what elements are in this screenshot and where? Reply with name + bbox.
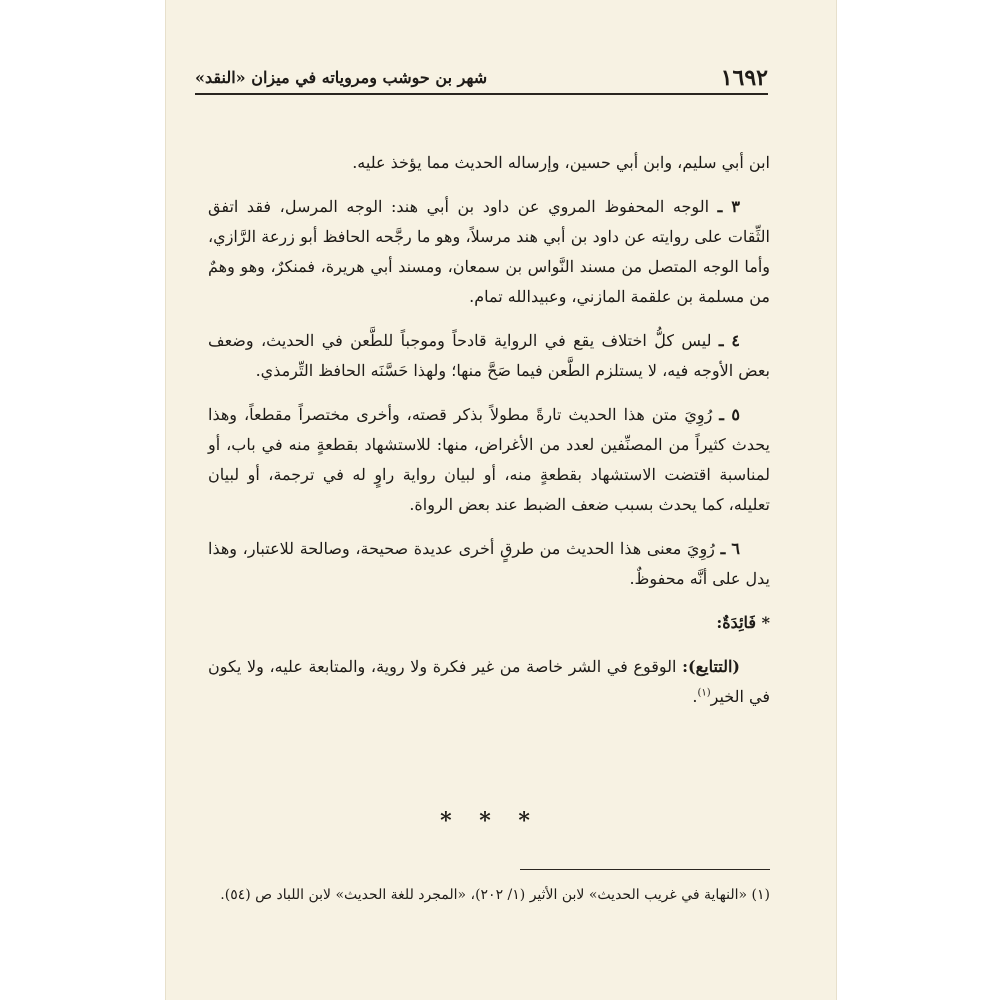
item-number: ٥ ـ (719, 405, 741, 424)
definition-paragraph (208, 652, 770, 712)
paragraph-text: الوجه المحفوظ المروي عن داود بن أبي هند: الوجه المرسل، فقد اتفق الثِّقات على روايته عن داود بن أبي هند مرسلاً، وهو ما رجَّحه الحافظ أبو زرعة الرَّازي، وأما الوجه المتصل من مسند النَّواس بن سمعان، ومسند أبي هريرة، فمنكرٌ، وهو وهمٌ من مسلمة بن علقمة المازني، وعبيدالله تمام. (208, 197, 770, 306)
item-number: ٣ ـ (717, 197, 741, 216)
page-number: ١٦٩٢ (720, 65, 768, 91)
paragraph-3 (208, 192, 770, 312)
paragraph-text: ليس كلُّ اختلاف يقع في الرواية قادحاً وموجباً للطَّعن في الحديث، وضعف بعض الأوجه فيه، لا يستلزم الطَّعن فيما صَحَّ منها؛ ولهذا حَسَّنَه الحافظ التِّرمذي. (208, 331, 770, 380)
defined-term: (التتايع): (682, 657, 740, 676)
running-title: شهر بن حوشب ومروياته في ميزان «النقد» (195, 68, 488, 87)
footnote-rule (520, 869, 770, 870)
page-header (195, 65, 768, 93)
footnote: (١) «النهاية في غريب الحديث» لابن الأثير (١/ ٢٠٢)، «المجرد للغة الحديث» لابن اللباد ص (٥٤). (220, 887, 770, 903)
item-number: ٤ ـ (718, 331, 740, 350)
main-text (208, 148, 770, 726)
header-rule (195, 93, 768, 95)
section-separator: * * * (440, 808, 540, 834)
paragraph-4 (208, 326, 770, 386)
item-number: ٦ ـ (720, 539, 740, 558)
footnote-ref: (١) (697, 687, 711, 699)
paragraph-text: ابن أبي سليم، وابن أبي حسين، وإرساله الحديث مما يؤخذ عليه. (352, 153, 770, 172)
paragraph-text: رُوِيَ معنى هذا الحديث من طرقٍ أخرى عديدة صحيحة، وصالحة للاعتبار، وهذا يدل على أنَّه محفوظٌ. (208, 539, 770, 588)
benefit-heading: * فَائِدَةٌ: (716, 613, 770, 632)
definition-end: . (692, 687, 698, 706)
paragraph-continuation (208, 148, 770, 178)
paragraph-5 (208, 400, 770, 520)
definition-text: الوقوع في الشر خاصة من غير فكرة ولا روية، والمتابعة عليه، ولا يكون في الخير (208, 657, 770, 706)
paragraph-text: رُوِيَ متن هذا الحديث تارةً مطولاً بذكر قصته، وأخرى مختصراً مقطعاً، وهذا يحدث كثيراً من المصنِّفين لعدد من الأغراض، منها: للاستشهاد بقطعةٍ منه في باب، أو لمناسبة اقتضت الاستشهاد بقطعةٍ منه، أو لبيان رواية راوٍ له في ترجمة، أو لبيان تعليله، كما يحدث بسبب ضعف الضبط عند بعض الرواة. (208, 405, 770, 514)
paragraph-6 (208, 534, 770, 594)
